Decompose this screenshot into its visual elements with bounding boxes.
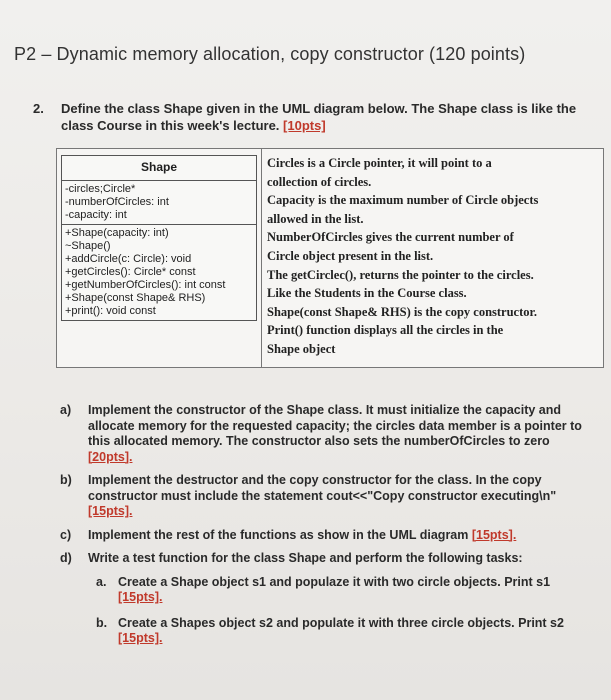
subtask-label: b. (96, 615, 108, 630)
uml-class-name: Shape (62, 156, 256, 181)
uml-attribute: -circles;Circle* (65, 183, 136, 195)
description-line: Circle object present in the list. (267, 248, 434, 263)
subtask-points: [15pts]. (118, 590, 163, 604)
task-text: Implement the constructor of the Shape class. It must initialize the capacity and allocate memory for the requested capacity; the circles data member is a pointer to this allocated memory. The constructor also sets the numberOfCircles to zero (88, 403, 582, 448)
subtask-text: Create a Shapes object s2 and populate it with three circle objects. Print s2 (118, 615, 564, 630)
uml-method: ~Shape() (65, 240, 111, 252)
task-text: Write a test function for the class Shape and perform the following tasks: (88, 551, 523, 565)
task-points: [15pts]. (471, 527, 517, 542)
task-label: d) (60, 551, 72, 565)
subtask-a (96, 574, 590, 606)
uml-methods (62, 224, 256, 320)
subtask-text: Create a Shape object s1 and populaze it with two circle objects. Print s1 (118, 574, 551, 589)
description-line: collection of circles. (267, 174, 372, 189)
task-a (60, 403, 590, 465)
task-points: [15pts]. (88, 504, 133, 518)
task-b (60, 473, 590, 520)
description-line: Print() function displays all the circles in the (267, 323, 504, 338)
task-text: Implement the destructor and the copy constructor for the class. In the copy constructor must include the statement cout<<"Copy constructor executing\n" (88, 473, 557, 503)
description-line: allowed in the list. (267, 211, 364, 226)
task-label: c) (60, 527, 72, 542)
uml-method: +Shape(const Shape& RHS) (65, 292, 206, 304)
description-line: NumberOfCircles gives the current number of (267, 230, 514, 245)
uml-class-diagram (61, 155, 257, 321)
task-list (60, 403, 590, 657)
task-label: b) (60, 473, 72, 487)
subtask-b (96, 615, 590, 647)
question-text (61, 100, 593, 134)
task-c (60, 528, 590, 544)
uml-method: +getCircles(): Circle* const (65, 266, 196, 278)
uml-method: +addCircle(c: Circle): void (65, 253, 192, 265)
uml-attributes (62, 181, 256, 224)
question-number: 2. (33, 101, 44, 116)
description-line: Capacity is the maximum number of Circle objects (267, 193, 539, 208)
description-line: Circles is a Circle pointer, it will point to a (267, 156, 492, 170)
task-text: Implement the rest of the functions as show in the UML diagram (88, 527, 469, 542)
uml-attribute: -numberOfCircles: int (65, 196, 169, 208)
page-title: P2 – Dynamic memory allocation, copy constructor (120 points) (14, 44, 526, 64)
question-2 (33, 100, 593, 134)
uml-cell (57, 149, 262, 367)
description-line: The getCirclec(), returns the pointer to the circles. (267, 267, 534, 282)
task-label: a) (60, 403, 72, 417)
question-body: Define the class Shape given in the UML diagram below. The Shape class is like the class Course in this week's lecture. (61, 101, 577, 133)
task-d (60, 551, 590, 567)
question-points: [10pts] (283, 118, 326, 133)
uml-table (56, 148, 604, 368)
uml-method: +print(): void const (65, 305, 156, 317)
description-line: Like the Students in the Course class. (267, 286, 467, 301)
task-points: [20pts]. (88, 449, 133, 464)
uml-attribute: -capacity: int (65, 209, 127, 221)
description-line: Shape object (267, 341, 336, 356)
uml-method: +getNumberOfCircles(): int const (65, 279, 226, 291)
uml-method: +Shape(capacity: int) (65, 227, 169, 239)
uml-description (262, 149, 603, 367)
subtask-label: a. (96, 574, 107, 589)
description-line: Shape(const Shape& RHS) is the copy constructor. (267, 304, 538, 319)
subtask-points: [15pts]. (118, 631, 163, 645)
